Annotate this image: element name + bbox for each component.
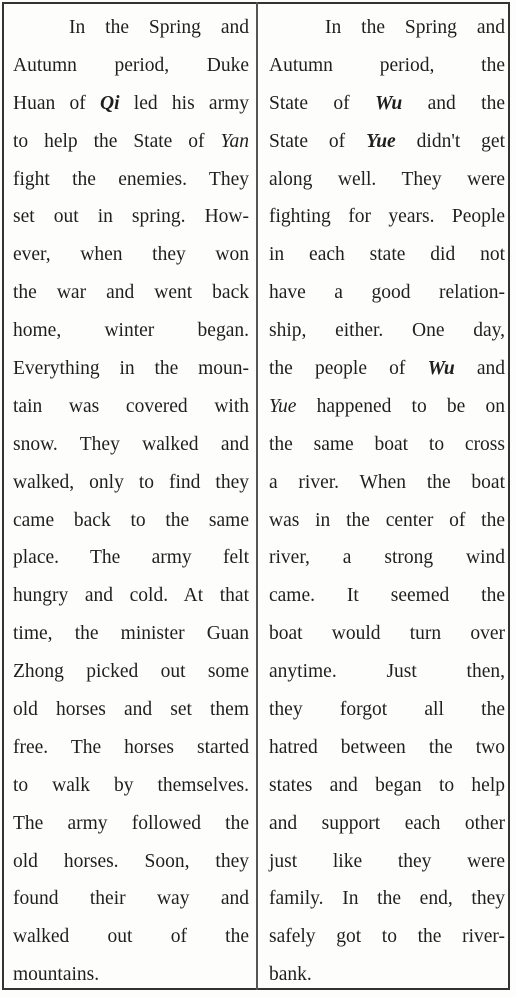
text-segment: Autumn period, Duke [13,54,249,76]
text-line [13,161,249,199]
text-segment: they forgot all the [269,699,505,721]
text-line [269,161,505,199]
text-segment: to walk by themselves. [13,774,249,796]
text-line [269,653,505,691]
text-line [13,615,249,653]
text-segment: mountains. [13,964,100,986]
text-segment: ship, either. One day, [269,320,505,342]
text-segment: walked out of the [13,926,249,948]
text-line [269,843,505,881]
text-line [13,312,249,350]
text-segment: Everything in the moun- [13,358,249,380]
text-segment: have a good relation- [269,282,505,304]
text-line [269,198,505,236]
text-segment: ever, when they won [13,244,249,266]
text-segment: came back to the same [13,509,249,531]
text-line [269,350,505,388]
text-line [269,464,505,502]
text-line [269,880,505,918]
text-segment: place. The army felt [13,547,249,569]
text-segment: led his army [119,92,249,114]
text-line [13,426,249,464]
text-line [13,388,249,426]
text-line [269,85,505,123]
text-segment: old horses and set them [13,699,249,721]
text-line [13,274,249,312]
text-segment: river, a strong wind [269,547,505,569]
emphasized-name: Yue [269,395,297,417]
emphasized-name: Wu [375,92,403,114]
text-line [269,729,505,767]
text-line [13,956,249,994]
text-line [269,767,505,805]
text-segment: the war and went back [13,282,249,304]
text-segment: came. It seemed the [269,585,505,607]
text-line [13,85,249,123]
text-line [269,9,505,47]
emphasized-name: Wu [427,358,455,380]
text-segment: along well. They were [269,168,505,190]
text-line [13,880,249,918]
story-column-right [269,9,505,994]
text-line [269,691,505,729]
text-line [269,805,505,843]
text-line [13,198,249,236]
text-segment: In the Spring and [69,17,249,38]
text-segment: The army followed the [13,812,249,834]
text-line [269,539,505,577]
text-line [13,918,249,956]
text-line [13,9,249,47]
text-segment: a river. When the boat [269,471,505,493]
text-line [13,350,249,388]
text-segment: bank. [269,964,312,986]
text-line [13,236,249,274]
text-segment: tain was covered with [13,395,249,417]
text-line [269,577,505,615]
text-line [269,502,505,540]
text-segment: home, winter began. [13,320,249,342]
text-segment: fight the enemies. They [13,168,249,190]
text-segment: to help the State of [13,130,221,152]
text-line [13,464,249,502]
text-segment: happened to be on [296,395,505,417]
text-segment: walked, only to find they [13,471,249,493]
text-line [269,274,505,312]
text-line [269,47,505,85]
text-segment: snow. They walked and [13,433,249,455]
text-segment: was in the center of the [269,509,505,531]
text-line [269,388,505,426]
text-segment: free. The horses started [13,736,249,758]
text-segment: the same boat to cross [269,433,505,455]
text-line [13,805,249,843]
text-segment: and support each other [269,812,505,834]
emphasized-name: Yan [220,130,249,152]
text-segment: anytime. Just then, [269,661,505,683]
text-segment: states and began to help [269,774,505,796]
emphasized-name: Yue [366,130,396,152]
text-segment: and the [402,92,506,114]
column-divider [256,2,258,990]
text-line [269,956,505,994]
text-segment: found their way and [13,888,249,910]
text-line [269,426,505,464]
text-segment: old horses. Soon, they [13,850,249,872]
text-segment: hungry and cold. At that [13,585,249,607]
text-line [13,729,249,767]
text-segment: State of [269,130,367,152]
text-segment: Autumn period, the [269,54,505,76]
text-segment: in each state did not [269,244,505,266]
text-line [269,236,505,274]
text-segment: family. In the end, they [269,888,505,910]
text-line [13,767,249,805]
text-line [269,615,505,653]
text-line [269,918,505,956]
text-line [13,691,249,729]
story-column-left [13,9,249,994]
text-segment: boat would turn over [269,623,505,645]
text-line [13,577,249,615]
text-segment: Zhong picked out some [13,661,249,683]
text-segment: Huan of [13,92,101,114]
text-segment: safely got to the river- [269,926,505,948]
text-segment: and [454,358,505,380]
emphasized-name: Qi [100,92,120,114]
text-line [13,123,249,161]
text-segment: the people of [269,358,428,380]
text-line [13,653,249,691]
text-segment: State of [269,92,376,114]
text-segment: time, the minister Guan [13,623,249,645]
text-segment: didn't get [395,130,505,152]
text-segment: set out in spring. How- [13,206,249,228]
text-segment: In the Spring and [325,17,505,38]
text-line [269,312,505,350]
text-line [13,539,249,577]
text-segment: fighting for years. People [269,206,505,228]
text-line [269,123,505,161]
text-line [13,502,249,540]
text-line [13,47,249,85]
text-segment: just like they were [269,850,505,872]
text-line [13,843,249,881]
text-segment: hatred between the two [269,736,505,758]
